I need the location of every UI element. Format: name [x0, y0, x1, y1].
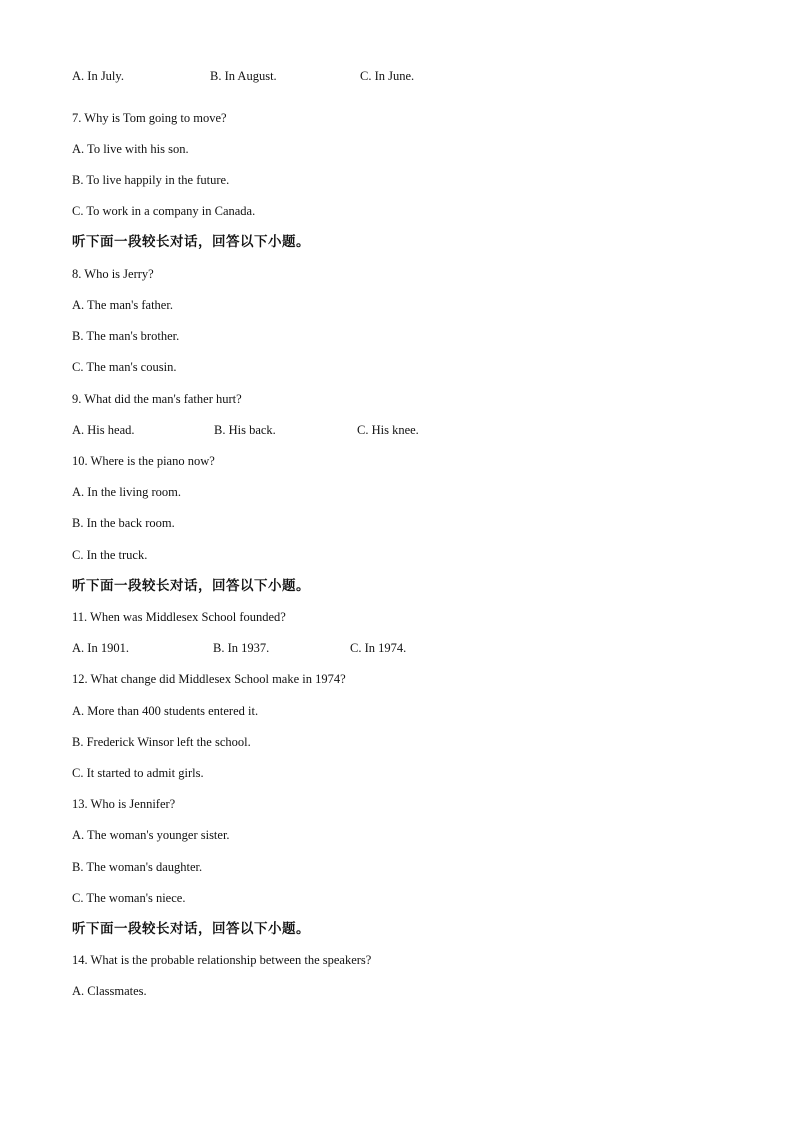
option-b: B. In August.	[210, 69, 277, 83]
question-8: 8. Who is Jerry?	[72, 267, 154, 281]
option-8a: A. The man's father.	[72, 298, 173, 312]
option-10b: B. In the back room.	[72, 516, 175, 530]
question-10: 10. Where is the piano now?	[72, 454, 215, 468]
option-b: B. His back.	[214, 423, 276, 437]
question-11: 11. When was Middlesex School founded?	[72, 610, 286, 624]
option-b: B. In 1937.	[213, 641, 270, 655]
question-14: 14. What is the probable relationship between the speakers?	[72, 953, 372, 967]
option-13a: A. The woman's younger sister.	[72, 828, 230, 842]
option-12b: B. Frederick Winsor left the school.	[72, 735, 251, 749]
question-12: 12. What change did Middlesex School make in 1974?	[72, 672, 346, 686]
option-7b: B. To live happily in the future.	[72, 173, 230, 187]
option-c: C. In June.	[360, 69, 415, 83]
option-c: C. In 1974.	[350, 641, 407, 655]
option-7c: C. To work in a company in Canada.	[72, 204, 256, 218]
option-12c: C. It started to admit girls.	[72, 766, 204, 780]
option-10c: C. In the truck.	[72, 548, 148, 562]
option-10a: A. In the living room.	[72, 485, 182, 499]
option-8b: B. The man's brother.	[72, 329, 180, 343]
option-8c: C. The man's cousin.	[72, 360, 177, 374]
section-heading: 听下面一段较长对话，回答以下小题。	[72, 234, 310, 250]
question-13: 13. Who is Jennifer?	[72, 797, 176, 811]
option-12a: A. More than 400 students entered it.	[72, 704, 259, 718]
option-c: C. His knee.	[357, 423, 419, 437]
option-a: A. In July.	[72, 69, 124, 83]
option-a: A. His head.	[72, 423, 135, 437]
option-14a: A. Classmates.	[72, 984, 147, 998]
section-heading: 听下面一段较长对话，回答以下小题。	[72, 578, 310, 594]
question-7: 7. Why is Tom going to move?	[72, 111, 227, 125]
question-9: 9. What did the man's father hurt?	[72, 392, 242, 406]
option-13c: C. The woman's niece.	[72, 891, 186, 905]
section-heading: 听下面一段较长对话，回答以下小题。	[72, 921, 310, 937]
option-13b: B. The woman's daughter.	[72, 860, 203, 874]
option-7a: A. To live with his son.	[72, 142, 189, 156]
option-a: A. In 1901.	[72, 641, 129, 655]
